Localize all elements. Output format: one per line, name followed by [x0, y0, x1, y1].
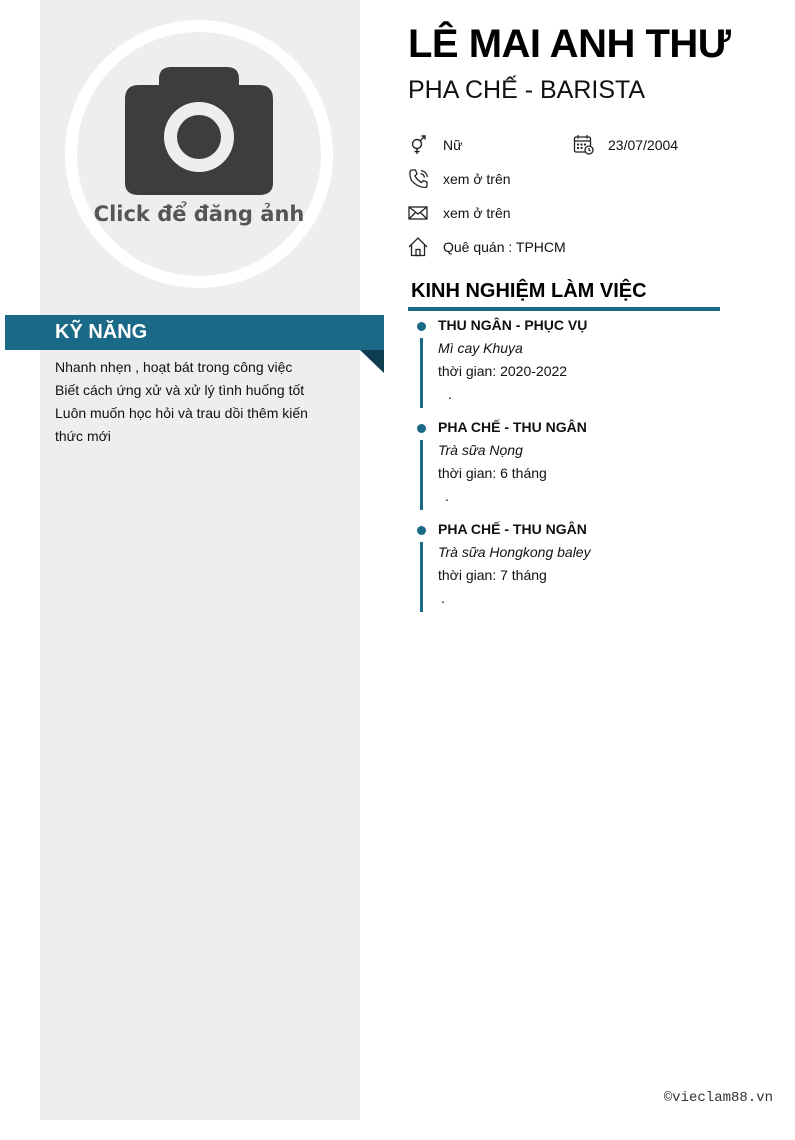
home-icon	[408, 236, 430, 258]
job-title: THU NGÂN - PHỤC VỤ	[438, 317, 588, 333]
hometown-value: Quê quán : TPHCM	[443, 239, 566, 255]
job-company: Trà sữa Nọng	[438, 442, 523, 458]
timeline-bar	[420, 440, 423, 510]
timeline-bar	[420, 542, 423, 612]
experience-title: KINH NGHIỆM LÀM VIỆC	[411, 280, 647, 302]
skill-item: Biết cách ứng xử và xử lý tình huống tốt	[55, 382, 305, 398]
job-description: .	[448, 386, 452, 402]
calendar-icon	[573, 134, 595, 156]
timeline-bar	[420, 338, 423, 408]
skill-item: Luôn muốn học hỏi và trau dồi thêm kiến thức mới	[55, 405, 308, 444]
timeline-dot	[417, 424, 426, 433]
email-value: xem ở trên	[443, 205, 511, 221]
experience-divider	[408, 307, 720, 311]
timeline-dot	[417, 322, 426, 331]
skills-list	[55, 356, 325, 448]
job-company: Mì cay Khuya	[438, 340, 523, 356]
skills-header-fold	[360, 350, 384, 373]
skills-header	[5, 315, 384, 350]
timeline-dot	[417, 526, 426, 535]
phone-icon	[408, 168, 430, 190]
envelope-icon	[408, 202, 430, 224]
job-time: thời gian: 2020-2022	[438, 363, 568, 379]
gender-icon	[408, 134, 430, 156]
candidate-role: PHA CHẾ - BARISTA	[408, 76, 646, 104]
phone-value: xem ở trên	[443, 171, 511, 187]
candidate-name: LÊ MAI ANH THƯ	[408, 22, 731, 66]
job-company: Trà sữa Hongkong baley	[438, 544, 591, 560]
job-time: thời gian: 7 tháng	[438, 567, 547, 583]
photo-upload[interactable]	[65, 20, 333, 288]
job-title: PHA CHẾ - THU NGÂN	[438, 521, 587, 537]
gender-value: Nữ	[443, 137, 463, 153]
birthday-value: 23/07/2004	[608, 137, 679, 153]
watermark: ©vieclam88.vn	[663, 1090, 773, 1106]
skills-title: KỸ NĂNG	[55, 321, 148, 343]
job-title: PHA CHẾ - THU NGÂN	[438, 419, 587, 435]
skill-item: Nhanh nhẹn , hoạt bát trong công việc	[55, 359, 293, 375]
photo-upload-label: Click để đăng ảnh	[93, 202, 305, 226]
job-description: .	[441, 590, 445, 606]
camera-icon	[113, 55, 285, 195]
job-description: .	[445, 488, 449, 504]
job-time: thời gian: 6 tháng	[438, 465, 547, 481]
